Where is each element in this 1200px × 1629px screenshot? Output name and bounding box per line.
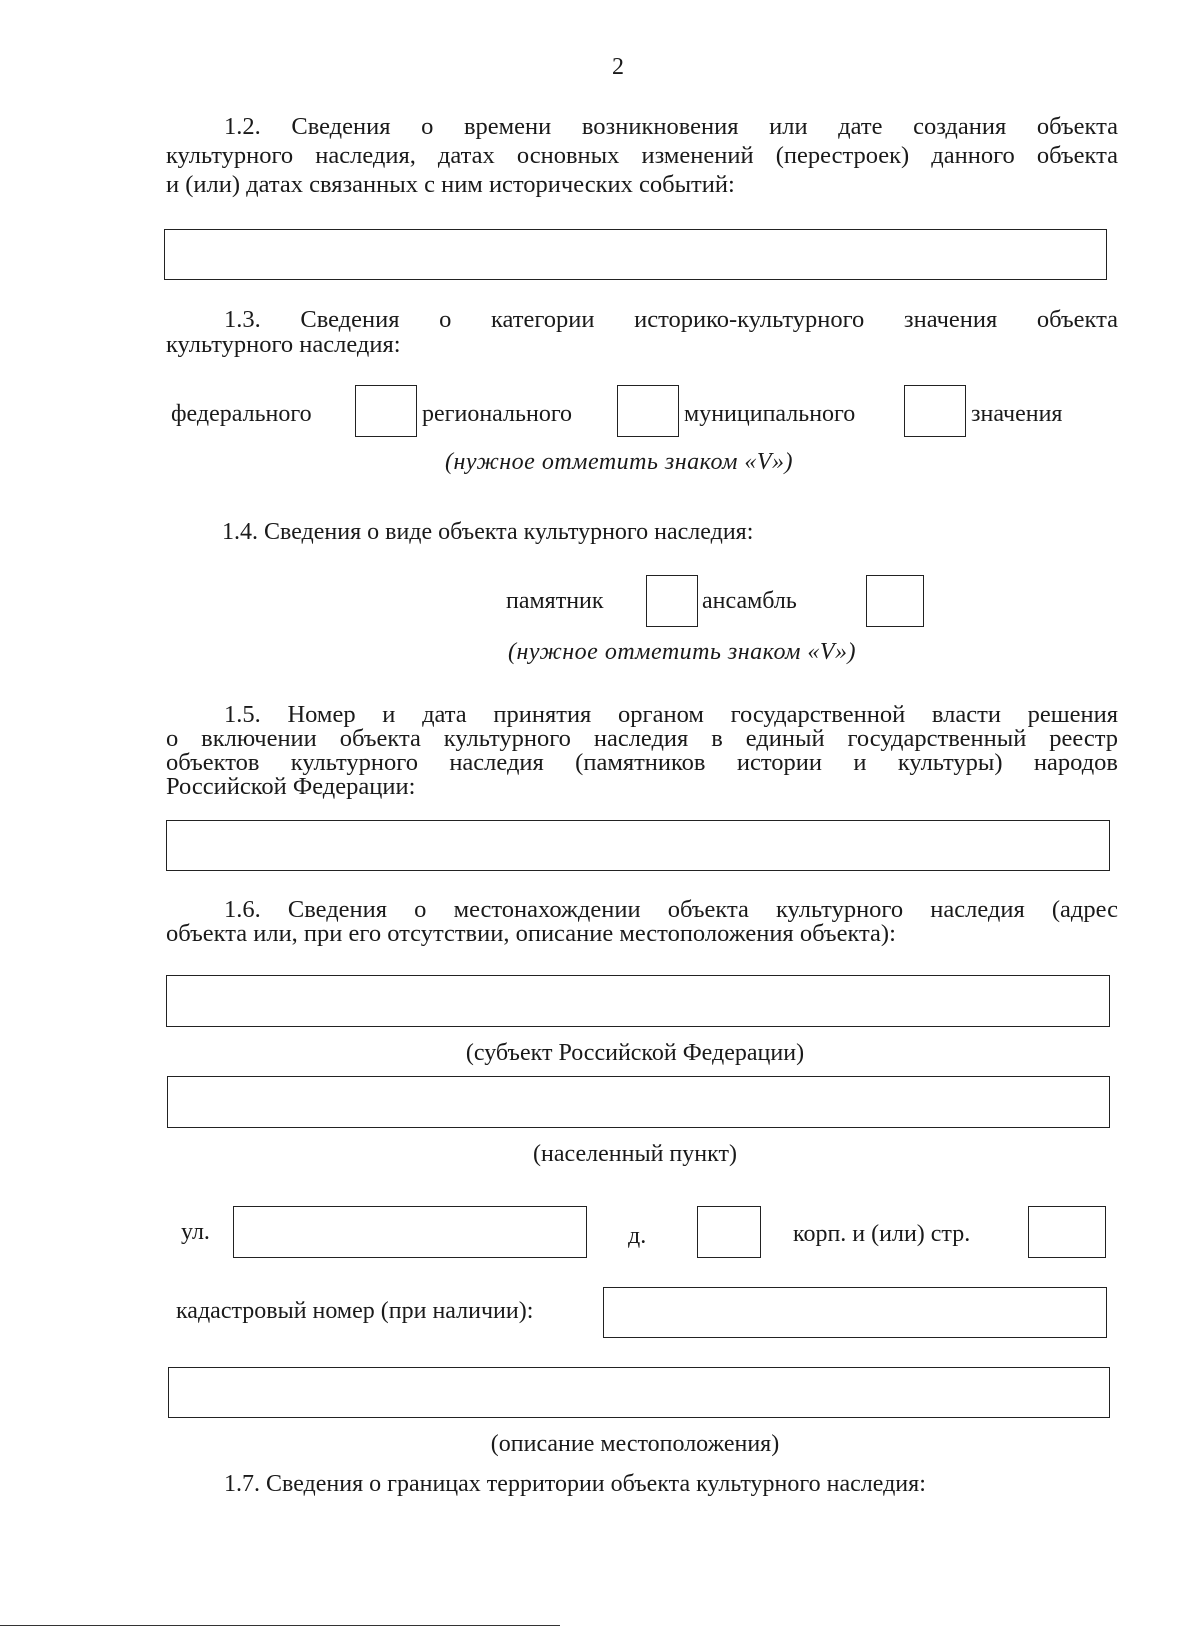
section-1-2-line: культурного наследия, датах основных изменений (перестроек) данного объекта — [166, 142, 1118, 169]
significance-suffix-label: значения — [971, 401, 1063, 427]
page-number: 2 — [612, 54, 624, 80]
section-1-3-text — [166, 307, 1118, 357]
location-description-field[interactable] — [168, 1367, 1110, 1418]
house-label: д. — [628, 1223, 647, 1249]
monument-checkbox[interactable] — [646, 575, 698, 627]
section-1-2-line: и (или) датах связанных с ним исторических событий: — [166, 171, 735, 198]
type-hint: (нужное отметить знаком «V») — [508, 639, 857, 665]
settlement-field[interactable] — [167, 1076, 1110, 1128]
section-1-5-line: объектов культурного наследия (памятников истории и культуры) народов — [166, 749, 1118, 776]
federal-subject-caption: (субъект Российской Федерации) — [465, 1040, 805, 1066]
ensemble-checkbox[interactable] — [866, 575, 924, 627]
regional-label: регионального — [422, 401, 573, 427]
house-field[interactable] — [697, 1206, 761, 1258]
location-description-caption: (описание местоположения) — [490, 1431, 780, 1457]
section-1-6-line: объекта или, при его отсутствии, описание местоположения объекта): — [166, 920, 896, 947]
bottom-divider — [0, 1625, 560, 1626]
building-label: корп. и (или) стр. — [793, 1221, 971, 1247]
federal-checkbox[interactable] — [355, 385, 417, 437]
building-field[interactable] — [1028, 1206, 1106, 1258]
cadastral-number-field[interactable] — [603, 1287, 1107, 1338]
section-1-6-line: 1.6. Сведения о местонахождении объекта культурного наследия (адрес — [224, 896, 1118, 923]
registry-decision-field[interactable] — [166, 820, 1110, 871]
federal-label: федерального — [171, 401, 312, 427]
section-1-6-text — [166, 898, 1118, 946]
section-1-3-line: 1.3. Сведения о категории историко-культурного значения объекта — [224, 306, 1118, 333]
ensemble-label: ансамбль — [702, 588, 797, 614]
section-1-5-line: 1.5. Номер и дата принятия органом государственной власти решения — [224, 701, 1118, 728]
section-1-4-title: 1.4. Сведения о виде объекта культурного наследия: — [222, 519, 754, 545]
federal-subject-field[interactable] — [166, 975, 1110, 1027]
creation-date-field[interactable] — [164, 229, 1107, 280]
cadastral-label: кадастровый номер (при наличии): — [176, 1298, 534, 1324]
section-1-7-title: 1.7. Сведения о границах территории объекта культурного наследия: — [224, 1471, 926, 1497]
monument-label: памятник — [506, 588, 604, 614]
settlement-caption: (населенный пункт) — [533, 1141, 737, 1167]
municipal-label: муниципального — [684, 401, 856, 427]
municipal-checkbox[interactable] — [904, 385, 966, 437]
section-1-5-text — [166, 703, 1118, 799]
category-hint: (нужное отметить знаком «V») — [445, 449, 794, 475]
section-1-2-text — [166, 112, 1118, 199]
street-field[interactable] — [233, 1206, 587, 1258]
section-1-2-line: 1.2. Сведения о времени возникновения или дате создания объекта — [224, 113, 1118, 140]
section-1-3-line: культурного наследия: — [166, 331, 401, 358]
section-1-5-line: о включении объекта культурного наследия в единый государственный реестр — [166, 725, 1118, 752]
section-1-5-line: Российской Федерации: — [166, 773, 416, 800]
regional-checkbox[interactable] — [617, 385, 679, 437]
street-label: ул. — [181, 1219, 210, 1245]
